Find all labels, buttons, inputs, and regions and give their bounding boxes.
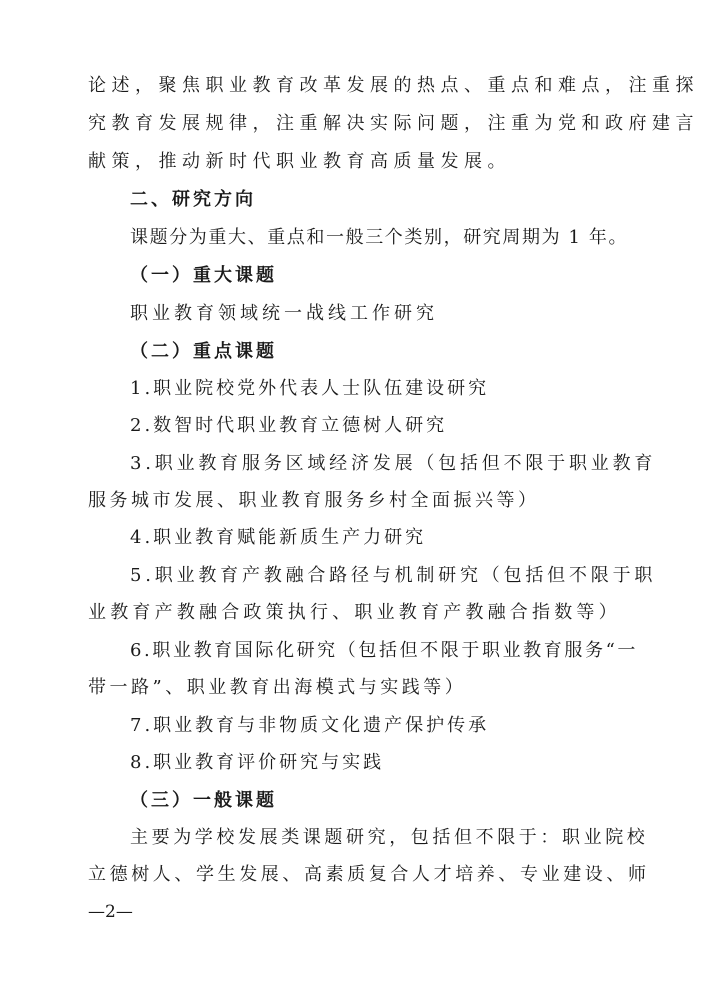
list-item: 7.职业教育与非物质文化遗产保护传承: [130, 715, 490, 736]
list-item: 5.职业教育产教融合路径与机制研究（包括但不限于职: [130, 565, 657, 586]
list-item: 6.职业教育国际化研究（包括但不限于职业教育服务“一: [130, 640, 638, 661]
list-item: 2.数智时代职业教育立德树人研究: [130, 415, 448, 436]
section-heading: 二、研究方向: [130, 189, 256, 210]
paragraph-line: 究教育发展规律，注重解决实际问题，注重为党和政府建言: [88, 113, 699, 134]
list-item: 4.职业教育赋能新质生产力研究: [130, 527, 427, 548]
paragraph-line: 论述，聚焦职业教育改革发展的热点、重点和难点，注重探: [88, 75, 699, 96]
subsection-heading: （三）一般课题: [130, 790, 277, 811]
list-item: 3.职业教育服务区域经济发展（包括但不限于职业教育: [130, 453, 657, 474]
subsection-heading: （一）重大课题: [130, 265, 277, 286]
list-item: 8.职业教育评价研究与实践: [130, 752, 385, 773]
paragraph-line: 立德树人、学生发展、高素质复合人才培养、专业建设、师: [88, 864, 650, 885]
paragraph-line: 职业教育领域统一战线工作研究: [130, 303, 438, 324]
paragraph-line: 献策，推动新时代职业教育高质量发展。: [88, 151, 511, 172]
subsection-heading: （二）重点课题: [130, 341, 277, 362]
paragraph-line: 业教育产教融合政策执行、职业教育产教融合指数等）: [88, 602, 621, 623]
paragraph-line: 课题分为重大、重点和一般三个类别，研究周期为 1 年。: [130, 227, 629, 248]
paragraph-line: 主要为学校发展类课题研究，包括但不限于：职业院校: [130, 827, 649, 848]
page-number: —2—: [88, 902, 133, 922]
paragraph-line: 服务城市发展、职业教育服务乡村全面振兴等）: [88, 490, 540, 511]
list-item: 1.职业院校党外代表人士队伍建设研究: [130, 378, 490, 399]
paragraph-line: 带一路”、职业教育出海模式与实践等）: [88, 677, 467, 698]
